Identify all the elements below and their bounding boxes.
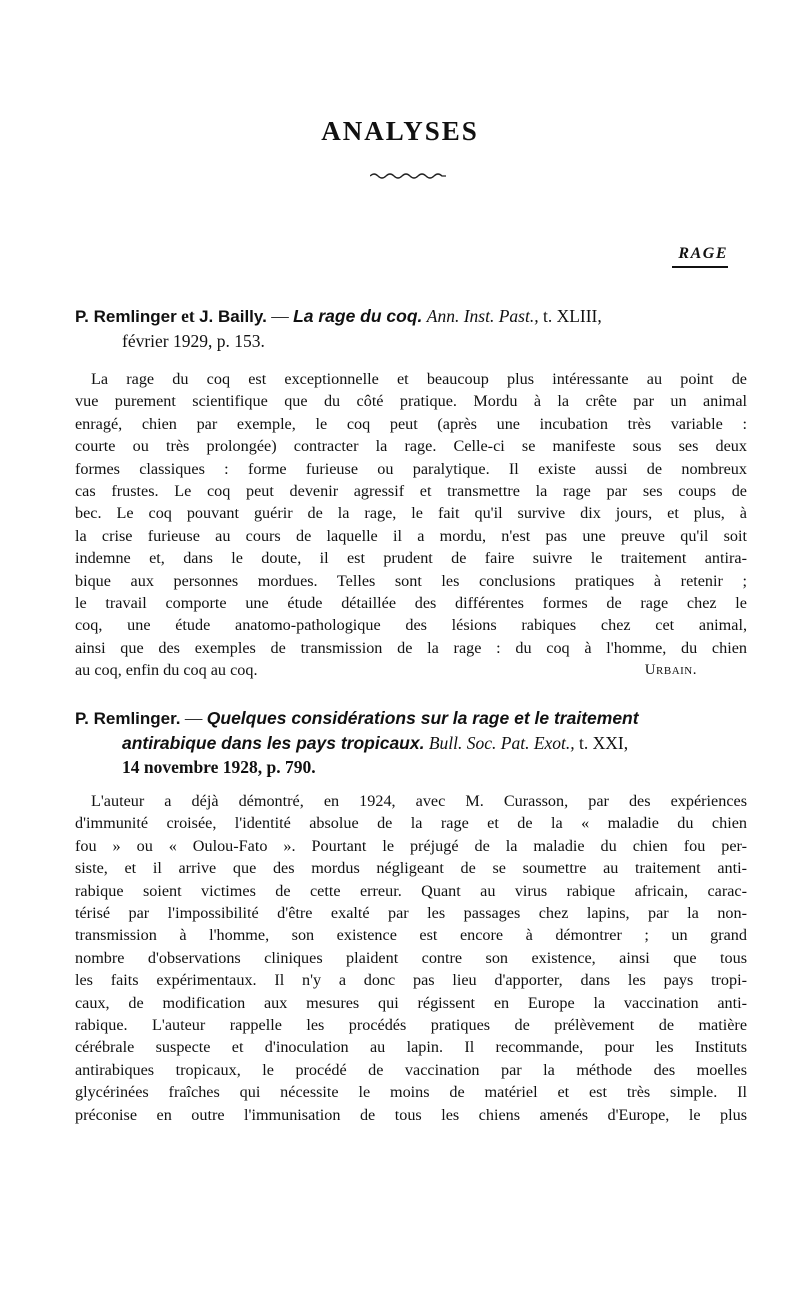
body-line: caux, de modification aux mesures qui régissent en Europe la vaccination anti- <box>75 993 747 1012</box>
article-2-title-part1: Quelques considérations sur la rage et le traitement <box>206 708 639 728</box>
title-ornament <box>370 172 446 180</box>
body-line-last <box>75 659 747 681</box>
body-line: enragé, chien par exemple, le coq peut (après une incubation très variable : <box>75 414 747 433</box>
article-2-reference <box>75 706 750 779</box>
article-2-title-part2: antirabique dans les pays tropicaux. <box>122 733 425 753</box>
body-line: indemne et, dans le doute, il est prudent de faire suivre le traitement antira- <box>75 549 747 568</box>
body-line: cas frustes. Le coq peut devenir agressif et transmettre la rage par ses coups de <box>75 482 747 501</box>
article-1-body <box>75 368 747 682</box>
article-1-reference <box>75 304 750 353</box>
body-line: bique aux personnes mordues. Telles sont les conclusions pratiques à retenir ; <box>75 571 747 590</box>
article-2-journal: Bull. Soc. Pat. Exot., <box>428 733 575 753</box>
article-1-volume: t. XLIII, <box>542 306 602 326</box>
body-line: siste, et il arrive que des mordus négligeant de se soumettre au traitement anti- <box>75 859 747 878</box>
body-line: coq, une étude anatomo-pathologique des lésions rabiques chez cet animal, <box>75 616 747 635</box>
body-line: le travail comporte une étude détaillée des différentes formes de rage chez le <box>75 594 747 613</box>
article-2-date: 14 novembre 1928, p. 790. <box>122 757 316 777</box>
body-line: vue purement scientifique que du côté pratique. Mordu à la crête par un animal <box>75 392 747 411</box>
body-line: préconise en outre l'immunisation de tous les chiens amenés d'Europe, le plus <box>75 1105 747 1124</box>
body-line: transmission à l'homme, son existence est encore à démontrer ; un grand <box>75 926 747 945</box>
article-1-coauthor: J. Bailly. <box>199 307 267 326</box>
body-line: ainsi que des exemples de transmission de la rage : du coq à l'homme, du chien <box>75 638 747 657</box>
article-1-signature: Urbain. <box>644 662 697 679</box>
body-line: antirabiques tropicaux, le procédé de vaccination par la méthode des moelles <box>75 1060 747 1079</box>
body-line: cérébrale suspecte et d'inoculation au lapin. Il recommande, pour les Instituts <box>75 1038 747 1057</box>
body-line: térisé par l'impossibilité d'être exalté par les passages chez lapins, par la non- <box>75 904 747 923</box>
body-line: La rage du coq est exceptionnelle et beaucoup plus intéressante au point de <box>91 370 747 388</box>
article-2-author: P. Remlinger. <box>75 709 181 728</box>
article-1-title: La rage du coq. <box>293 306 423 326</box>
body-line: les faits expérimentaux. Il n'y a donc pas lieu d'apporter, dans les pays tropi- <box>75 971 747 990</box>
article-1-date: février 1929, p. 153. <box>122 331 265 351</box>
body-line: rabique. L'auteur rappelle les procédés pratiques de prélèvement de matière <box>75 1016 747 1035</box>
article-1-et: et <box>181 306 195 326</box>
body-line: fou » ou « Oulou-Fato ». Pourtant le préjugé de la maladie du chien fou per- <box>75 836 747 855</box>
body-line: courte ou très prolongée) contracter la rage. Celle-ci se manifeste sous ses deux <box>75 437 747 456</box>
article-1-dash: — <box>271 306 289 326</box>
body-line: glycérinées fraîches qui nécessite le moins de matériel et est très simple. Il <box>75 1083 747 1102</box>
body-line: nombre d'observations cliniques plaident contre son existence, ainsi que tous <box>75 948 747 967</box>
body-line-text: au coq, enfin du coq au coq. <box>75 661 258 680</box>
article-2-volume: t. XXI, <box>579 733 629 753</box>
page-title: ANALYSES <box>321 116 479 146</box>
body-line: L'auteur a déjà démontré, en 1924, avec M. Curasson, par des expériences <box>91 792 747 810</box>
body-line: la crise furieuse au cours de laquelle il a mordu, n'est pas une preuve qu'il soit <box>75 526 747 545</box>
body-line: rabique soient victimes de cette erreur. Quant au virus rabique africain, carac- <box>75 881 747 900</box>
body-line: d'immunité croisée, l'identité absolue de la rage et de la « maladie du chien <box>75 814 747 833</box>
article-1-author: P. Remlinger <box>75 307 177 326</box>
article-2-body <box>75 790 747 1126</box>
body-line: formes classiques : forme furieuse ou paralytique. Il existe aussi de nombreux <box>75 459 747 478</box>
body-line: bec. Le coq pouvant guérir de la rage, le fait qu'il survive dix jours, et plus, à <box>75 504 747 523</box>
article-2-dash: — <box>184 708 203 728</box>
section-heading: RAGE <box>678 245 728 262</box>
article-1-journal: Ann. Inst. Past., <box>426 306 539 326</box>
section-underline <box>672 266 728 268</box>
